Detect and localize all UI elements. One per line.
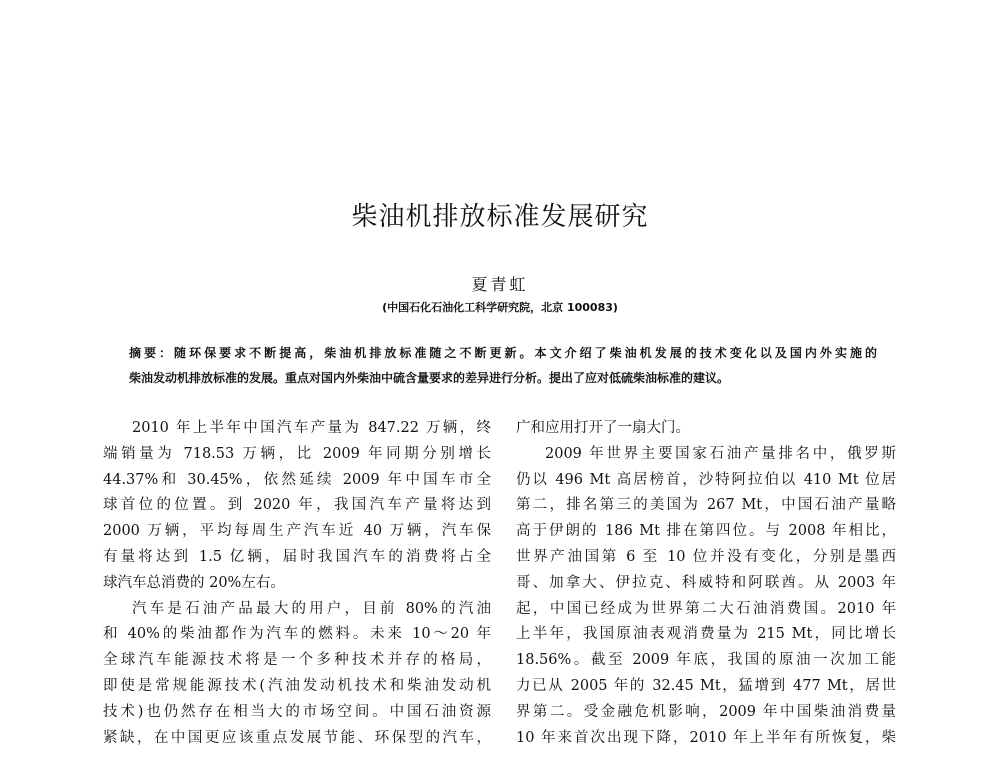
body-text-line: 和 40%的柴油都作为汽车的燃料。未来 10～20 年	[103, 626, 491, 643]
body-text-line: 汽车是石油产品最大的用户，目前 80%的汽油	[132, 600, 491, 617]
body-text-line: 紧缺，在中国更应该重点发展节能、环保型的汽车，	[103, 729, 491, 746]
body-text-line: 端销量为 718.53 万辆，比 2009 年同期分别增长	[103, 445, 491, 462]
author: 夏青虹	[471, 275, 529, 294]
body-text-line: 起，中国已经成为世界第二大石油消费国。2010 年	[516, 600, 896, 617]
abstract-line: 柴油发动机排放标准的发展。重点对国内外柴油中硫含量要求的差异进行分析。提出了应对低硫柴油标准的建议。	[129, 371, 730, 385]
body-text-line: 上半年，我国原油表观消费量为 215 Mt，同比增长	[516, 626, 896, 643]
abstract-line: 摘要：随环保要求不断提高，柴油机排放标准随之不断更新。本文介绍了柴油机发展的技术变化以及国内外实施的	[129, 346, 877, 360]
affiliation: (中国石化石油化工科学研究院，北京 100083)	[382, 301, 618, 314]
body-text-line: 技术)也仍然存在相当大的市场空间。中国石油资源	[103, 703, 491, 720]
body-text-line: 高于伊朗的 186 Mt 排在第四位。与 2008 年相比，	[516, 523, 896, 540]
body-text-line: 全球汽车能源技术将是一个多种技术并存的格局，	[103, 652, 491, 669]
body-text-line: 即使是常规能源技术(汽油发动机技术和柴油发动机	[103, 677, 491, 694]
body-text-line: 广和应用打开了一扇大门。	[516, 420, 690, 436]
body-text-line: 有量将达到 1.5 亿辆，届时我国汽车的消费将占全	[103, 548, 491, 565]
body-text-line: 哥、加拿大、伊拉克、科威特和阿联酋。从 2003 年	[516, 574, 896, 591]
body-text-line: 球汽车总消费的 20%左右。	[103, 574, 285, 591]
body-text-line: 18.56%。截至 2009 年底，我国的原油一次加工能	[516, 652, 896, 669]
body-text-line: 2000 万辆，平均每周生产汽车近 40 万辆，汽车保	[103, 523, 491, 540]
left-column	[103, 419, 491, 754]
body-text-line: 第二，排名第三的美国为 267 Mt，中国石油产量略	[516, 497, 896, 514]
body-text-line: 球首位的位置。到 2020 年，我国汽车产量将达到	[103, 497, 491, 514]
paper-title: 柴油机排放标准发展研究	[351, 202, 649, 232]
right-column	[516, 419, 896, 754]
body-text-line: 界第二。受金融危机影响，2009 年中国柴油消费量	[516, 703, 896, 720]
body-text-line: 10 年来首次出现下降，2010 年上半年有所恢复，柴	[516, 729, 896, 746]
body-text-line: 2010 年上半年中国汽车产量为 847.22 万辆，终	[132, 420, 491, 436]
body-text-line: 44.37%和 30.45%，依然延续 2009 年中国车市全	[103, 471, 491, 488]
body-text-line: 力已从 2005 年的 32.45 Mt，猛增到 477 Mt，居世	[516, 677, 896, 694]
body-text-line: 世界产油国第 6 至 10 位并没有变化，分别是墨西	[516, 548, 896, 565]
body-text-line: 仍以 496 Mt 高居榜首，沙特阿拉伯以 410 Mt 位居	[516, 471, 896, 488]
body-text-line: 2009 年世界主要国家石油产量排名中，俄罗斯	[545, 445, 896, 462]
abstract	[129, 344, 877, 394]
